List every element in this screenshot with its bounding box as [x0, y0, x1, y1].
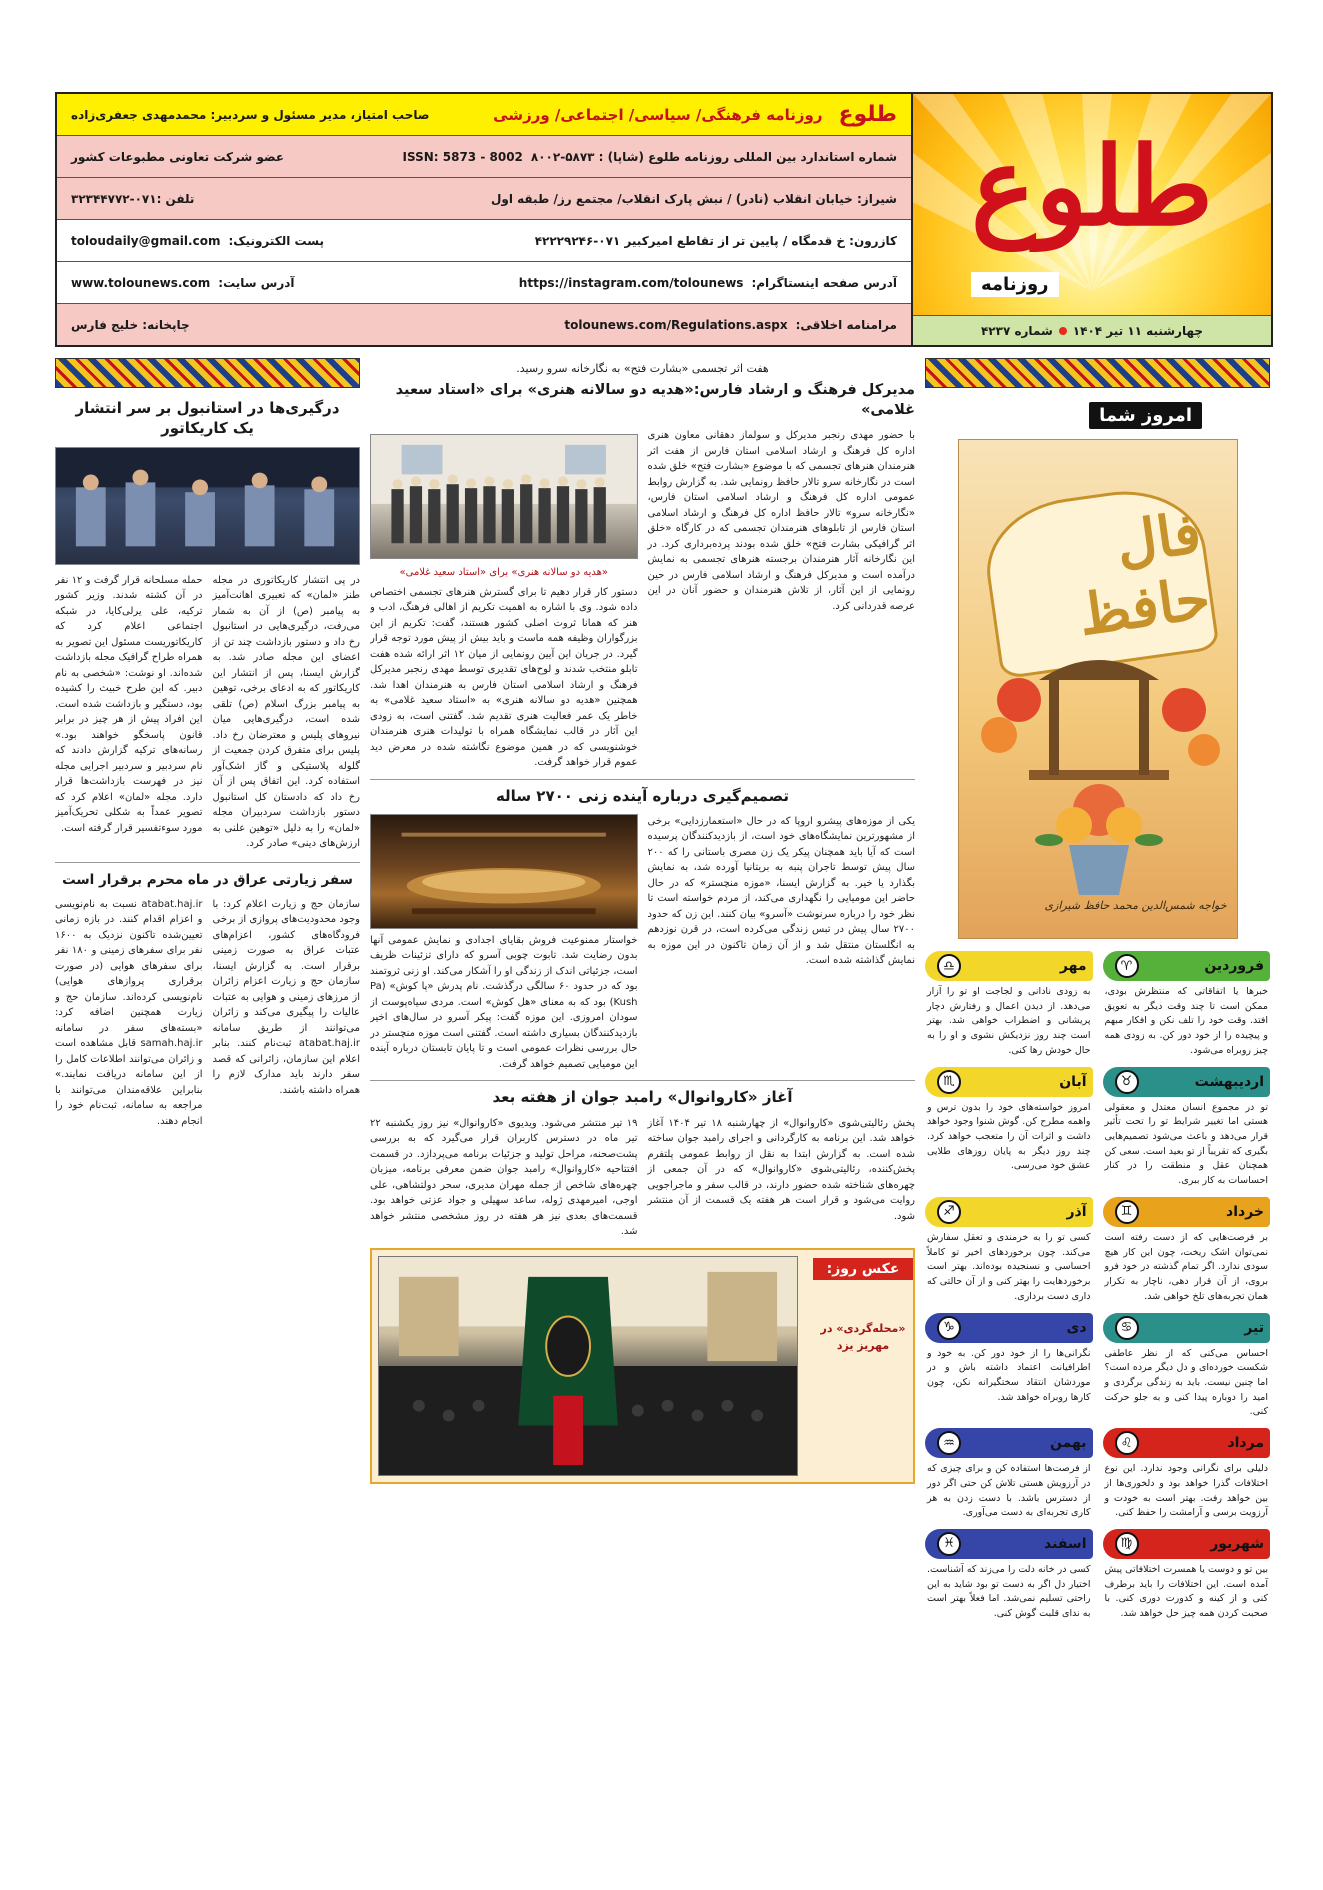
flower-vase-icon — [959, 640, 1238, 939]
article-art-award-left-wrap — [370, 428, 638, 771]
issn-group — [403, 150, 897, 164]
crowd-icon — [56, 448, 359, 564]
mummy-photo — [370, 814, 638, 929]
ethics-group — [564, 318, 897, 332]
email-label: پست الکترونیک: — [228, 233, 324, 248]
zodiac-sign-icon: ♈ — [1115, 954, 1139, 978]
horoscope-card-header — [1103, 1428, 1271, 1458]
horoscope-card-header — [1103, 951, 1271, 981]
web-row — [57, 262, 911, 304]
horoscope-sign-text: کسی تو را به خرمندی و تعقل سفارش می‌کند. چون برخوردهای اخیر تو کاملاً احساسی و نسنجیده بوده‌اند. بهتر است برخوردهایت را بهتر کنی و از آن حالتی که داری دست برداری. — [927, 1231, 1091, 1302]
article-art-award-right: با حضور مهدی رنجبر مدیرکل و سولماز دهقانی معاون هنری اداره کل فرهنگ و ارشاد اسلامی استان فارس از هفت اثر هنرمندان هنرهای تجسمی که با موضوع «بشارت فتح» خلق شده است در نگارخانه سرو تالار حافظ رونمایی شد. به گزارش روابط عمومی اداره کل فرهنگ و ارشاد اسلامی استان فارس، «نگارخانه سرو» تالار حافظ اداره کل فرهنگ و ارشاد اسلامی استان فارس از تابلوهای هنرمندان تجسمی که در کارگاه «خلق اثر گرافیکی بشارت فتح» خلق شده بودند پرده‌برداری کرد. در این نگارخانه آثار هنرمندان برجسته هنرهای تجسمی به نمایش درآمده است و مدیرکل فرهنگ و ارشاد اسلامی فارس در حین رونمایی از این آثار، از تلاش هنرمندان و حضور آنان در این عرصه قدردانی کرد. — [647, 430, 915, 612]
headline-art-award: مدیرکل فرهنگ و ارشاد فارس:«هدیه دو سالانه هنری» برای «استاد سعید غلامی» — [395, 382, 915, 418]
horoscope-sign-name: خرداد — [1226, 1203, 1264, 1220]
horoscope-sign-name: اردیبهشت — [1194, 1073, 1264, 1090]
divider — [370, 1080, 915, 1081]
today-badge — [925, 402, 1270, 429]
horoscope-card — [1103, 1197, 1271, 1305]
horoscope-card-header — [1103, 1197, 1271, 1227]
horoscope-sign-text: از فرصت‌ها استفاده کن و برای چیزی که در آرزویش هستی تلاش کن حتی اگر دور از دسترس باشد. با دست زدن به هر کاری تجربه‌ای به دست می‌آوری. — [927, 1463, 1091, 1519]
riot-photo — [55, 447, 360, 565]
horoscope-sign-name: تیر — [1244, 1319, 1264, 1336]
zodiac-sign-icon: ♉ — [1115, 1070, 1139, 1094]
hafez-caption: خواجه شمس‌الدین محمد حافظ شیرازی — [1044, 899, 1227, 912]
horoscope-sign-text: بر فرصت‌هایی که از دست رفته است نمی‌توان اشک ریخت، چون این کار هیچ سودی ندارد. اگر تمام گذشته در خود فرو بروی، از آن قرار دهی، ناچار به تکرار همان تجربه‌های تلخ خواهی شد. — [1104, 1231, 1268, 1302]
article-istanbul — [55, 573, 360, 852]
horoscope-sign-text: کسی در خانه دلت را می‌زند که آشناست. اختیار دل اگر به دست تو بود شاید به این راحتی تسلیم نمی‌شد. اما فعلاً بهتر است به ندای قلبت گوش کنی. — [927, 1563, 1091, 1620]
article-mummy-left-wrap — [370, 814, 638, 1073]
article-iraq-pilgrimage — [55, 897, 360, 1130]
instagram-label: آدرس صفحه اینستاگرام: — [751, 275, 897, 290]
kazerun-address: کازرون: خ قدمگاه / پایین تر از تقاطع امیرکبیر ۰۷۱-۴۲۲۲۹۲۴۶ — [534, 233, 897, 248]
logo-subtitle: روزنامه — [971, 272, 1059, 297]
horoscope-card — [925, 1067, 1093, 1189]
horoscope-card — [1103, 1067, 1271, 1189]
photo-of-day-label — [813, 1258, 913, 1355]
horoscope-card-header — [925, 951, 1093, 981]
ethics-label: مرامنامه اخلاقی: — [795, 317, 897, 332]
article-karavanol-right: پخش رئالیتی‌شوی «کاروانوال» از چهارشنبه ۱۸ تیر ۱۴۰۴ آغاز خواهد شد. این برنامه به کارگردانی و اجرای رامبد جوان ساخته شده است. به گزارش ابتدا به نقل از روابط عمومی پلتفرم پخش‌کننده، رئالیتی‌شوی «کاروانوال» که در آن جمعی از چهره‌های شناخته شده حضور دارند، در قالب سفر و ماجراجویی روایت می‌شود و قرار است هر هفته یک قسمت از آن منتشر شود. — [647, 1117, 915, 1222]
issue-date: چهارشنبه ۱۱ تیر ۱۴۰۴ — [1072, 323, 1204, 338]
horoscope-card-header — [1103, 1313, 1271, 1343]
left-column — [55, 358, 360, 1790]
zodiac-sign-icon: ♋ — [1115, 1316, 1139, 1340]
divider — [370, 779, 915, 780]
horoscope-sign-name: آذر — [1066, 1203, 1087, 1220]
zodiac-sign-icon: ♊ — [1115, 1200, 1139, 1224]
email-link[interactable]: toloudaily@gmail.com — [71, 233, 221, 248]
owner-line: صاحب امتیاز، مدیر مسئول و سردبیر: محمدمهدی جعفری‌زاده — [71, 107, 430, 122]
masthead-info — [57, 94, 913, 345]
article-karavanol-left: ۱۹ تیر منتشر می‌شود. ویدیوی «کاروانوال» نیز روز یکشنبه ۲۲ تیر ماه در دسترس کاربران قرار می‌گیرد که به بررسی پشت‌صحنه، مراحل تولید و جزئیات برنامه می‌پردازد. در قسمت افتتاحیه «کاروانوال» رامبد جوان ضمن معرفی برنامه، میزبان چهره‌های شاخص از جمله مهران مدیری، سحر دولتشاهی، علی اوجی، امیرمهدی ژوله، ساعد سهیلی و جواد عزتی خواهد بود. قسمت‌های بعدی نیز هر هفته در روز مشخصی منتشر خواهد شد. — [370, 1117, 638, 1238]
article-mummy — [370, 814, 915, 1073]
article-iraq-right: سازمان حج و زیارت اعلام کرد: با وجود محدودیت‌های پروازی از برخی فرودگاه‌های کشور، اعزام‌های عتبات عراق به صورت زمینی برقرار است. به گزارش ایسنا، سازمان حج و زیارت اعزام زائران از مرزهای زمینی و هوایی به عتبات عالیات را پیگیری می‌کند و زائران می‌توانند از طریق سامانه atabat.haj.ir ثبت‌نام کنند. بنابر اعلام این سازمان، زائرانی که قصد سفر دارند باید مدارک لازم را همراه داشته باشند. — [212, 898, 360, 1096]
horoscope-column — [925, 358, 1270, 1790]
horoscope-card — [1103, 1529, 1271, 1622]
zodiac-sign-icon: ♑ — [937, 1316, 961, 1340]
headline-istanbul: درگیری‌ها در استانبول بر سر انتشار یک کاریکاتور — [75, 399, 340, 438]
horoscope-sign-name: فروردین — [1204, 958, 1264, 974]
article-mummy-left: خواستار ممنوعیت فروش بقایای اجدادی و نمایش عمومی آنها بدون رضایت شد. تابوت چوبی آسرو که دارای تزئینات ظریف است، جزئیاتی اندک از زندگی او را آشکار می‌کند. او زنی ثروتمند بود که در حدود ۶۰ سالگی درگذشت. نام پدرش «پا کوش» (Pa Kush) بود که به معنای «هل کوش» است. مردی سیاه‌پوست از سودان امروزی. این موزه گفت: پیکر آسرو در سال‌های اخیر بازدیدکنندگان بسیاری داشته است. گفتنی است موزه منچستر در حال بررسی نظرات عمومی است و تا پایان تابستان درباره آینده این مومیایی تصمیم خواهد گرفت. — [370, 934, 638, 1070]
procession-banner-icon — [379, 1257, 797, 1475]
brand-group — [493, 102, 897, 127]
horoscope-card-header — [925, 1313, 1093, 1343]
printing-house: چاپخانه: خلیج فارس — [71, 317, 190, 332]
masthead — [55, 92, 1273, 347]
horoscope-card-header — [925, 1197, 1093, 1227]
horoscope-sign-text: امروز خواسته‌های خود را بدون ترس و واهمه مطرح کن. گوش شنوا وجود خواهد داشت و اثرات آن را متعجب خواهد کرد. چند روز دیگر به پایان روزهای طلایی عشق خود می‌رسی. — [927, 1101, 1091, 1172]
horoscope-card-header — [925, 1067, 1093, 1097]
zodiac-sign-icon: ♓ — [937, 1532, 961, 1556]
kazerun-row — [57, 220, 911, 262]
ornament-band — [55, 358, 360, 388]
horoscope-card — [925, 951, 1093, 1059]
brand-tagline: روزنامه فرهنگی/ سیاسی/ اجتماعی/ ورزشی — [493, 105, 823, 124]
horoscope-sign-text: خبرها یا اتفاقاتی که منتظرش بودی، ممکن است تا چند وقت دیگر به تعویق افتد. وقت خود را تلف نکن و افکار مبهم و پیچیده را از خود دور کن. به زودی همه چیز روبراه می‌شود. — [1104, 986, 1268, 1056]
horoscope-card-header — [925, 1529, 1093, 1559]
divider — [55, 862, 360, 863]
headline-mummy: تصمیم‌گیری درباره آینده زنی ۲۷۰۰ ساله — [495, 786, 790, 805]
horoscope-sign-text: بین تو و دوست یا همسرت اختلافاتی پیش آمده است. این اختلافات را باید برطرف کنی و از کینه و کدورت دوری کنی. با صحبت کردن همه چیز حل خواهد شد. — [1104, 1563, 1268, 1620]
zodiac-sign-icon: ♒ — [937, 1431, 961, 1455]
article-karavanol — [370, 1116, 915, 1240]
photo-of-the-day — [370, 1248, 915, 1484]
horoscope-sign-text: احساس می‌کنی که از نظر عاطفی شکست خورده‌ای و دل دیگر مرده است؟ اما چنین نیست. باید به زندگی برگردی و امید را دوباره پیدا کنی و به جلو حرکت کنی. — [1104, 1347, 1268, 1418]
horoscope-sign-name: مرداد — [1227, 1435, 1264, 1452]
kicker: هفت اثر تجسمی «بشارت فتح» به نگارخانه سرو رسید. — [516, 362, 769, 375]
today-badge-label: امروز شما — [1089, 402, 1202, 429]
press-union: عضو شرکت تعاونی مطبوعات کشور — [71, 149, 285, 164]
horoscope-card — [925, 1428, 1093, 1521]
horoscope-sign-name: شهریور — [1210, 1535, 1264, 1552]
zodiac-sign-icon: ♐ — [937, 1200, 961, 1224]
address-row — [57, 178, 911, 220]
horoscope-card — [1103, 951, 1271, 1059]
article-iraq-left: atabat.haj.ir نسبت به نام‌نویسی و اعزام اقدام کنند. در بازه زمانی تعیین‌شده تاکنون نزدیک به ۱۶۰۰ نفر برای سفرهای زمینی و ۱۸۰ نفر برای سفرهای هوایی (در صورت برقراری پروازهای هوایی) نام‌نویسی کرده‌اند. سازمان حج و زیارت همچنین اضافه کرد: «بسته‌های سفر در سامانه samah.haj.ir قابل مشاهده است و زائران می‌توانند اطلاعات کامل را از این سامانه دریافت نمایند.» بنابراین علاقه‌مندان می‌توانند با مراجعه به سامانه، ثبت‌نام خود را انجام دهند. — [55, 898, 203, 1127]
photo-caption-award: «هدیه دو سالانه هنری» برای «استاد سعید غلامی» — [399, 567, 609, 579]
hafez-title: فال حافظ — [1074, 499, 1214, 649]
issn-latin: ISSN: 5873 - 8002 — [402, 149, 523, 164]
brand-name: طلوع — [838, 102, 897, 127]
newspaper-logo — [913, 94, 1271, 345]
hafez-poster — [958, 439, 1238, 939]
procession-photo — [378, 1256, 798, 1476]
horoscope-card — [1103, 1313, 1271, 1421]
ethics-row — [57, 304, 911, 345]
horoscope-grid — [925, 951, 1270, 1630]
zodiac-sign-icon: ♏ — [937, 1070, 961, 1094]
issue-date-bar — [913, 315, 1271, 345]
zodiac-sign-icon: ♌ — [1115, 1431, 1139, 1455]
instagram-group — [519, 276, 897, 290]
horoscope-sign-text: تو در مجموع انسان معتدل و معقولی هستی اما تغییر شرایط تو را تحت تأثیر قرار می‌دهد و باعث می‌شود تصمیم‌هایی بگیری که تقریباً از تو بعید است. سعی کن همچنان عقل و منطقت را در کنار احساسات به کار ببری. — [1104, 1101, 1268, 1187]
article-mummy-right: یکی از موزه‌های پیشرو اروپا که در حال «استعمارزدایی» برخی از مشهورترین نمایشگاه‌های خود است، از بازدیدکنندگان پرسیده است که آیا باید همچنان پیکر یک زن مصری باستانی را که ۲۰۰ سال پیش توسط تاجران پنبه به بریتانیا آورده شد، به نمایش بگذارد یا خیر. به گزارش ایسنا، «موزه منچستر» که در حال حاضر این مومیایی را نگهداری می‌کند، از مردم خواسته است تا نظر خود را درباره سرنوشت «آسرو» بیان کنند. این زن که حدود ۲۷۰۰ سال پیش در تبس زندگی می‌کرده است، در قرن نوزدهم به انگلستان منتقل شد و از آن زمان تاکنون در این موزه به نمایش گذاشته شده است. — [647, 815, 915, 967]
site-link[interactable]: www.tolounews.com — [71, 275, 211, 290]
brand-row — [57, 94, 911, 136]
article-art-award-left: دستور کار قرار دهیم تا برای گسترش هنرهای تجسمی اختصاص داده شود. وی با اشاره به اهمیت تکریم از اهالی فرهنگ، ادب و هنر که همانا ثروت اصلی کشور هستند، گفت: تکریم از این بزرگواران وظیفه همه ماست و باید بیش از پیش مورد توجه قرار گیرد. در جریان این آیین رونمایی از میان ۱۲ اثر ارائه شده هفت تابلو منتخب شدند و لوح‌های تقدیری توسط مهدی رنجبر مدیرکل فرهنگ و ارشاد اسلامی استان فارس به هنرمندان اهدا شد. همچنین «هدیه دو سالانه هنری» به «استاد سعید غلامی» به خاطر یک عمر فعالیت هنری تقدیم شد. گفتنی است، به زودی این آثار در قالب نمایشگاه همراه با تولیدات هنری هنرمندان خوشنویسی که در همین موضوع نگاشته شده در معرض دید عموم قرار خواهد گرفت. — [370, 586, 638, 769]
photo-of-day-title: عکس روز: — [813, 1258, 913, 1280]
horoscope-sign-name: مهر — [1059, 958, 1087, 974]
article-art-award — [370, 428, 915, 771]
issn-row — [57, 136, 911, 178]
group-photo-icon — [371, 435, 637, 558]
shiraz-address: شیراز: خیابان انقلاب (نادر) / نبش پارک انقلاب/ مجتمع رز/ طبقه اول — [490, 191, 897, 206]
horoscope-sign-text: به زودی نادانی و لجاجت او تو را آزار می‌دهد. از دیدن اعمال و رفتارش دچار پریشانی و اضطراب خواهی شد. بهتر است چند روز نزدیکش نشوی و او را به حال خودش رها کنی. — [927, 986, 1091, 1056]
horoscope-card-header — [1103, 1067, 1271, 1097]
award-ceremony-photo — [370, 434, 638, 559]
headline-iraq-pilgrimage: سفر زیارتی عراق در ماه محرم برقرار است — [62, 871, 353, 888]
horoscope-card — [925, 1313, 1093, 1421]
horoscope-card-header — [1103, 1529, 1271, 1559]
instagram-link[interactable]: https://instagram.com/tolounews — [518, 275, 744, 290]
middle-column — [370, 358, 915, 1790]
ethics-link[interactable]: tolounews.com/Regulations.aspx — [564, 317, 788, 332]
photo-of-day-subtitle: «محله‌گردی» در مهریز یزد — [820, 1321, 906, 1353]
horoscope-card — [925, 1529, 1093, 1622]
sarcophagus-icon — [371, 815, 637, 928]
zodiac-sign-icon: ♎ — [937, 954, 961, 978]
site-label: آدرس سایت: — [218, 275, 295, 290]
article-istanbul-right: در پی انتشار کاریکاتوری در مجله طنز «لمان» که تعبیری اهانت‌آمیز به پیامبر (ص) از آن به شمار می‌رفت، درگیری‌هایی در استانبول رخ داد و دستور بازداشت چند تن از اعضای این مجله صادر شد. به گزارش ایسنا، پس از انتشار این کاریکاتور که به ادعای برخی، توهین به پیامبر بزرگ اسلام (ص) تلقی شده است، درگیری‌هایی میان نیروهای پلیس و معترضان رخ داد. پلیس برای متفرق کردن جمعیت از گلوله پلاستیکی و گاز اشک‌آور استفاده کرد. این اتفاق پس از آن رخ داد که دادستان کل استانبول دستور بازداشت سردبیران مجله «لمان» را به دلیل «توهین علنی به ارزش‌های دینی» صادر کرد. — [212, 574, 360, 849]
site-group — [71, 276, 295, 290]
headline-karavanol: آغاز «کاروانوال» رامبد جوان از هفته بعد — [492, 1088, 793, 1107]
zodiac-sign-icon: ♍ — [1115, 1532, 1139, 1556]
logo-wordmark: طلوع — [971, 124, 1213, 250]
horoscope-sign-name: اسفند — [1044, 1535, 1087, 1552]
dot-separator-icon — [1059, 327, 1067, 335]
article-istanbul-left: حمله مسلحانه قرار گرفت و ۱۲ نفر در آن کشته شدند. وزیر کشور ترکیه، علی یرلی‌کایا، در شبکه اجتماعی اعلام کرد که کاریکاتوریست مسئول این تصویر به همراه طراح گرافیک مجله بازداشت شده‌اند. او نوشت: «شخصی به نام دبیر. که این طرح خبیث را کشیده بود، دستگیر و بازداشت شده است. این افراد پیش از هر چیز در برابر قانون پاسخگو خواهند بود.» رسانه‌های ترکیه گزارش دادند که نام سردبیر و سردبیر اجرایی مجله نیز در فهرست بازداشت‌ها قرار دارد. مجله «لمان» اعلام کرد که تصویر عمداً به شکلی تحریک‌آمیز مورد سوءتفسیر قرار گرفته است. — [55, 574, 203, 834]
horoscope-card — [925, 1197, 1093, 1305]
horoscope-sign-text: دلیلی برای نگرانی وجود ندارد. این نوع اختلافات گذرا خواهد بود و دلخوری‌ها از بین خواهد رفت. بهتر است به خودت و آرزویت برسی و آرامشت را حفظ کنی. — [1104, 1463, 1268, 1519]
phone: تلفن :۰۷۱-۳۲۳۴۴۷۷۲ — [71, 191, 195, 206]
ornament-band — [925, 358, 1270, 388]
horoscope-sign-name: آبان — [1059, 1073, 1087, 1090]
issue-number: شماره ۴۲۳۷ — [980, 323, 1053, 338]
horoscope-sign-name: دی — [1066, 1319, 1087, 1336]
horoscope-card — [1103, 1428, 1271, 1521]
horoscope-card-header — [925, 1428, 1093, 1458]
issn-label: شماره استاندارد بین المللی روزنامه طلوع (شاپا) : ۵۸۷۳-۸۰۰۲ — [530, 149, 897, 164]
horoscope-sign-name: بهمن — [1050, 1435, 1087, 1452]
email-group — [71, 234, 324, 248]
horoscope-sign-text: نگرانی‌ها را از خود دور کن. به خود و اطرافیانت اعتماد داشته باش و در موردشان انتقاد سختگیرانه نکن، چون کارها روبراه خواهد شد. — [927, 1347, 1091, 1403]
